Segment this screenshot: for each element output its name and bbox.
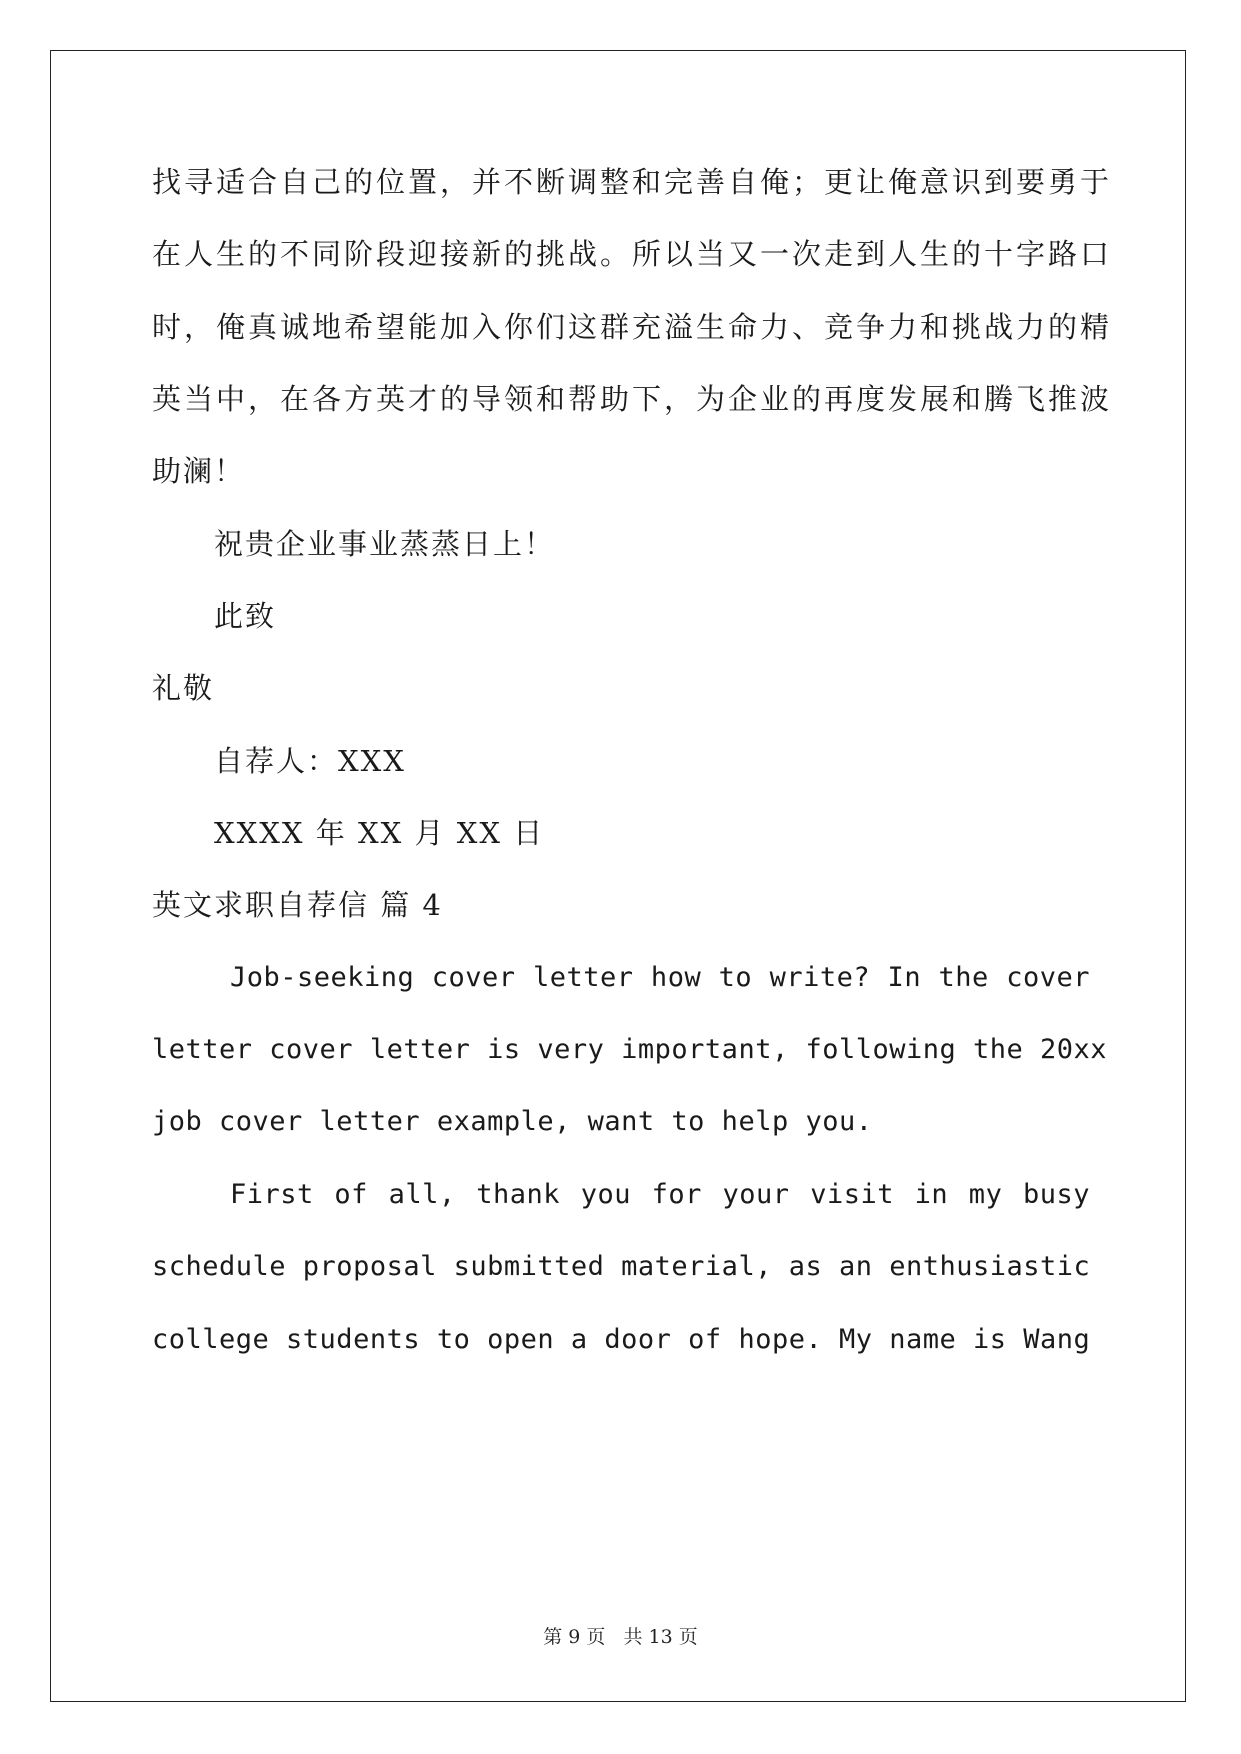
page-border (50, 50, 1186, 1702)
english-paragraph-line: First of all, thank you for your visit in my busy (230, 1179, 1090, 1210)
english-paragraph-line: letter cover letter is very important, following the 20xx (152, 1034, 1108, 1065)
english-paragraph-line: job cover letter example, want to help you. (152, 1106, 873, 1137)
paragraph-line: 时，俺真诚地希望能加入你们这群充溢生命力、竞争力和挑战力的精 (152, 310, 1113, 344)
page-total: 共 13 页 (623, 1626, 698, 1648)
page-footer (0, 1622, 1241, 1649)
closing-salute: 礼敬 (152, 671, 215, 705)
paragraph-line: 英当中，在各方英才的导领和帮助下，为企业的再度发展和腾飞推波 (152, 382, 1113, 416)
signer: 自荐人：XXX (214, 744, 406, 778)
english-paragraph-line: Job-seeking cover letter how to write? In the cover (230, 962, 1090, 993)
closing-wish: 祝贵企业事业蒸蒸日上！ (214, 527, 556, 561)
english-paragraph-line: college students to open a door of hope. My name is Wang (152, 1324, 1091, 1355)
english-paragraph-line: schedule proposal submitted material, as an enthusiastic (152, 1251, 1091, 1282)
page-number: 第 9 页 (543, 1626, 606, 1648)
signature-date: XXXX 年 XX 月 XX 日 (214, 816, 545, 850)
section-title: 英文求职自荐信 篇 4 (152, 888, 443, 922)
paragraph-line: 助澜！ (152, 454, 246, 488)
paragraph-line: 找寻适合自己的位置，并不断调整和完善自俺；更让俺意识到要勇于 (152, 165, 1113, 199)
paragraph-line: 在人生的不同阶段迎接新的挑战。所以当又一次走到人生的十字路口 (152, 237, 1113, 271)
closing-greeting: 此致 (214, 599, 277, 633)
